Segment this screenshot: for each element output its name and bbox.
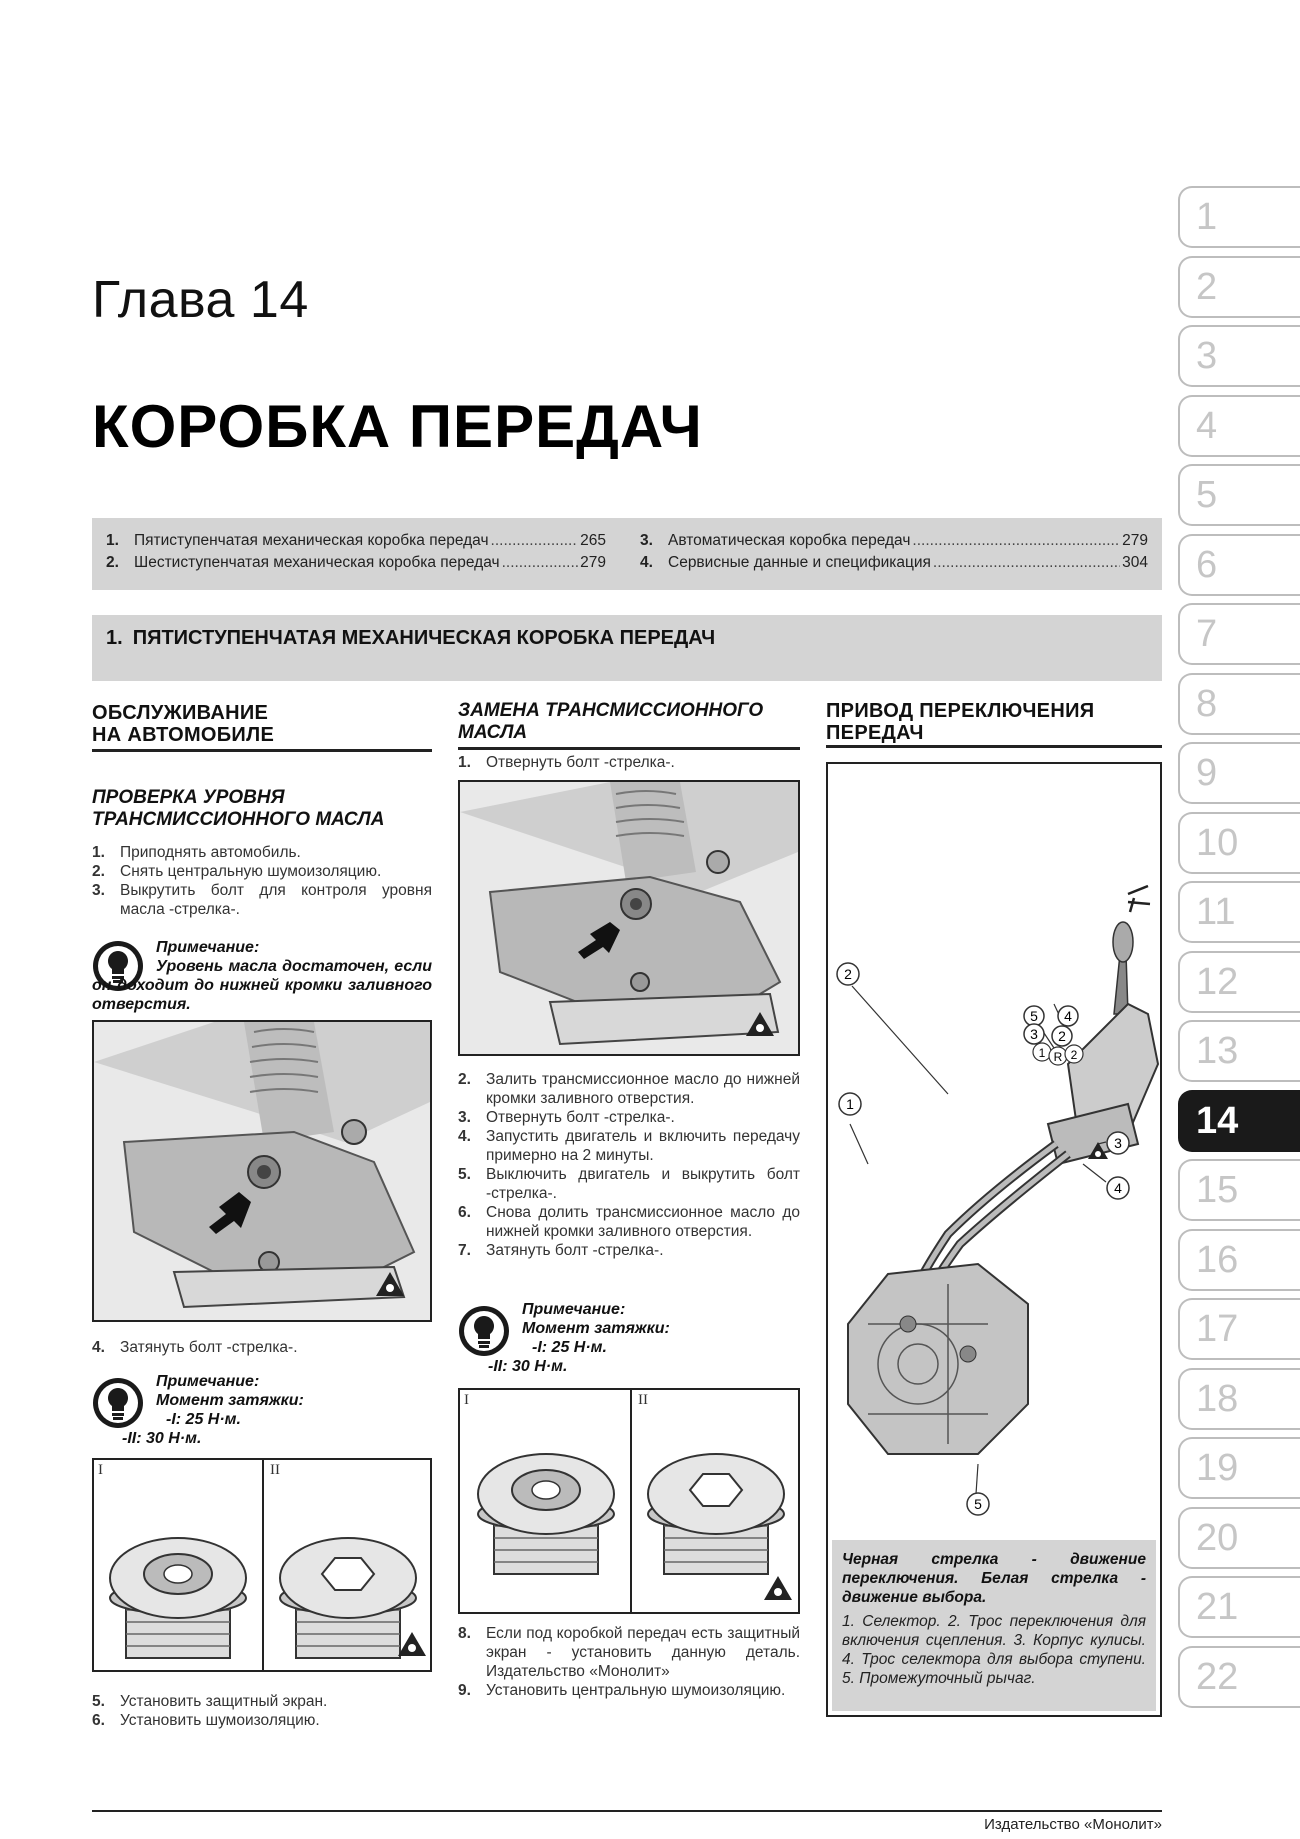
- step-number: 6.: [92, 1712, 105, 1729]
- section-header: [92, 615, 1162, 681]
- step-text: Установить защитный экран.: [120, 1693, 328, 1710]
- list-item: [92, 843, 432, 862]
- callout-label: 4: [1064, 1008, 1072, 1024]
- chapter-tab-4[interactable]: 4: [1178, 395, 1300, 457]
- col3-heading-line: ПРИВОД ПЕРЕКЛЮЧЕНИЯ: [826, 700, 1095, 722]
- transmission-photo-illustration: [460, 782, 798, 1054]
- col1-subheading-line: ТРАНСМИССИОННОГО МАСЛА: [92, 809, 385, 830]
- toc-leader: [912, 530, 1120, 552]
- drain-bolt-photo: [458, 780, 800, 1056]
- chapter-tab-11[interactable]: 11: [1178, 881, 1300, 943]
- callout-label: 1: [846, 1096, 854, 1112]
- list-item: [458, 1203, 800, 1241]
- step-number: 4.: [458, 1128, 471, 1145]
- toc-item-page: 304: [1122, 554, 1148, 571]
- note-line: -I: 25 Н·м.: [166, 1411, 241, 1428]
- toc-leader: [491, 530, 579, 552]
- col2-steps-2: [458, 1070, 800, 1260]
- step-number: 9.: [458, 1682, 471, 1699]
- toc-item-title: Автоматическая коробка передач: [668, 532, 911, 549]
- section-title: [106, 627, 715, 650]
- note-1-text: Уровень масла достаточен, если он доходит до нижней кромки заливного отверстия.: [92, 958, 432, 1013]
- figure-label: II: [638, 1392, 648, 1408]
- col1-heading-line: ОБСЛУЖИВАНИЕ: [92, 702, 269, 724]
- chapter-tab-19[interactable]: 19: [1178, 1437, 1300, 1499]
- list-item: [458, 1127, 800, 1165]
- caption-items-text: 1. Селектор. 2. Трос переключения для включения сцепления. 3. Корпус кулисы. 4. Трос селектора для выбора ступени. 5. Промежуточный рычаг.: [842, 1613, 1146, 1687]
- note-title: Примечание:: [156, 1373, 260, 1390]
- step-number: 5.: [458, 1166, 471, 1183]
- note-subtitle: Момент затяжки:: [522, 1320, 670, 1337]
- diagram-caption: [832, 1540, 1156, 1711]
- section-number: 1.: [106, 627, 123, 649]
- gear-letter: R: [1053, 1050, 1063, 1064]
- bolt-figure: [92, 1458, 432, 1672]
- step-text: Установить шумоизоляцию.: [120, 1712, 320, 1729]
- toc-item-title: Шестиступенчатая механическая коробка передач: [134, 554, 500, 571]
- chapter-tab-13[interactable]: 13: [1178, 1020, 1300, 1082]
- note-line: -I: 25 Н·м.: [532, 1339, 607, 1356]
- list-item: [458, 753, 800, 772]
- step-text: Затянуть болт -стрелка-.: [120, 1339, 298, 1356]
- note-1: [156, 938, 432, 957]
- toc-item[interactable]: [106, 552, 606, 574]
- toc-column-left: [106, 530, 606, 574]
- caption-bold-text: Черная стрелка - движение переключения. Белая стрелка - движение выбора.: [842, 1551, 1146, 1606]
- transmission-photo-illustration: [94, 1022, 430, 1320]
- chapter-tab-18[interactable]: 18: [1178, 1368, 1300, 1430]
- chapter-tab-3[interactable]: 3: [1178, 325, 1300, 387]
- oil-level-photo: [92, 1020, 432, 1322]
- toc-item-number: 2.: [106, 554, 119, 571]
- note-line: -II: 30 Н·м.: [122, 1430, 202, 1447]
- step-text: Приподнять автомобиль.: [120, 844, 301, 861]
- list-item: [458, 1165, 800, 1203]
- step-number: 2.: [92, 863, 105, 880]
- col1-steps-1: [92, 843, 432, 919]
- toc-item-page: 265: [580, 532, 606, 549]
- chapter-tab-20[interactable]: 20: [1178, 1507, 1300, 1569]
- step-text: Выкрутить болт для контроля уровня масла -стрелка-.: [120, 882, 432, 918]
- chapter-tab-17[interactable]: 17: [1178, 1298, 1300, 1360]
- step-number: 7.: [458, 1242, 471, 1259]
- step-number: 3.: [458, 1109, 471, 1126]
- footer-rule: [92, 1810, 1162, 1812]
- list-item: [458, 1108, 800, 1127]
- chapter-tab-21[interactable]: 21: [1178, 1576, 1300, 1638]
- chapter-tab-6[interactable]: 6: [1178, 534, 1300, 596]
- figure-label: II: [270, 1462, 280, 1478]
- col2-rule: [458, 747, 800, 750]
- step-number: 1.: [92, 844, 105, 861]
- toc-item-number: 4.: [640, 554, 653, 571]
- toc-item-page: 279: [580, 554, 606, 571]
- step-number: 4.: [92, 1339, 105, 1356]
- lightbulb-icon: [458, 1305, 510, 1357]
- step-text: Запустить двигатель и включить передачу примерно на 2 минуты.: [486, 1128, 800, 1164]
- note-3: [522, 1300, 800, 1357]
- chapter-tab-16[interactable]: 16: [1178, 1229, 1300, 1291]
- callout-label: 3: [1030, 1026, 1038, 1042]
- toc-item-title: Сервисные данные и спецификация: [668, 554, 931, 571]
- step-text: Затянуть болт -стрелка-.: [486, 1242, 664, 1259]
- callout-label: 2: [1058, 1028, 1066, 1044]
- chapter-tab-8[interactable]: 8: [1178, 673, 1300, 735]
- col3-rule: [826, 745, 1162, 748]
- chapter-tab-22[interactable]: 22: [1178, 1646, 1300, 1708]
- col2-steps-3: [458, 1624, 800, 1700]
- list-item: [92, 1711, 432, 1730]
- step-text: Выключить двигатель и выкрутить болт -стрелка-.: [486, 1166, 800, 1202]
- footer-publisher: Издательство «Монолит»: [984, 1816, 1162, 1833]
- gear-letter: 2: [1070, 1048, 1078, 1062]
- step-text: Отвернуть болт -стрелка-.: [486, 1109, 675, 1126]
- toc-item-title: Пятиступенчатая механическая коробка передач: [134, 532, 489, 549]
- gearshift-illustration: [828, 764, 1160, 1536]
- toc-item-number: 1.: [106, 532, 119, 549]
- col1-subheading-line: ПРОВЕРКА УРОВНЯ: [92, 787, 285, 808]
- step-number: 8.: [458, 1625, 471, 1642]
- list-item: [458, 1070, 800, 1108]
- list-item: [92, 1692, 432, 1711]
- toc-column-right: [640, 530, 1148, 574]
- bolt-figure: [458, 1388, 800, 1614]
- step-number: 5.: [92, 1693, 105, 1710]
- step-text: Отвернуть болт -стрелка-.: [486, 754, 675, 771]
- step-number: 2.: [458, 1071, 471, 1088]
- col2-heading-line: ЗАМЕНА ТРАНСМИССИОННОГО: [458, 700, 764, 721]
- chapter-tabs: [1178, 186, 1300, 1715]
- toc-leader: [502, 552, 579, 574]
- list-item: [458, 1241, 800, 1260]
- step-text: Залить трансмиссионное масло до нижней кромки заливного отверстия.: [486, 1071, 800, 1107]
- col1-steps-3: [92, 1692, 432, 1730]
- step-text: Снова долить трансмиссионное масло до нижней кромки заливного отверстия.: [486, 1204, 800, 1240]
- chapter-tab-12[interactable]: 12: [1178, 951, 1300, 1013]
- list-item: [458, 1681, 800, 1700]
- callout-label: 4: [1114, 1180, 1122, 1196]
- step-text: Установить центральную шумоизоляцию.: [486, 1682, 786, 1699]
- col1-subheading: [92, 787, 432, 831]
- toc-item-number: 3.: [640, 532, 653, 549]
- callout-label: 3: [1114, 1135, 1122, 1151]
- callout-label: 2: [844, 966, 852, 982]
- list-item: [92, 881, 432, 919]
- gearshift-diagram: [826, 762, 1162, 1717]
- toc-leader: [933, 552, 1120, 574]
- chapter-label: Глава 14: [92, 271, 309, 329]
- chapter-tab-5[interactable]: 5: [1178, 464, 1300, 526]
- col1-steps-2: [92, 1338, 432, 1357]
- note-title: Примечание:: [522, 1301, 626, 1318]
- chapter-tab-14[interactable]: 14: [1178, 1090, 1300, 1152]
- list-item: [458, 1624, 800, 1681]
- step-number: 3.: [92, 882, 105, 899]
- bolt-illustration: [94, 1460, 430, 1670]
- lightbulb-icon: [92, 1377, 144, 1429]
- col2-steps-1: [458, 753, 800, 772]
- list-item: [92, 862, 432, 881]
- toc-item[interactable]: [640, 552, 1148, 574]
- callout-label: 5: [1030, 1008, 1038, 1024]
- chapter-tab-15[interactable]: 15: [1178, 1159, 1300, 1221]
- step-text: Снять центральную шумоизоляцию.: [120, 863, 382, 880]
- col2-heading-line: МАСЛА: [458, 722, 528, 743]
- toc-item[interactable]: [640, 530, 1148, 552]
- table-of-contents: [92, 518, 1162, 590]
- col1-heading-line: НА АВТОМОБИЛЕ: [92, 724, 275, 746]
- chapter-tab-7[interactable]: 7: [1178, 603, 1300, 665]
- step-number: 1.: [458, 754, 471, 771]
- col1-heading: [92, 702, 432, 746]
- section-title-text: ПЯТИСТУПЕНЧАТАЯ МЕХАНИЧЕСКАЯ КОРОБКА ПЕРЕДАЧ: [132, 627, 716, 649]
- figure-label: I: [464, 1392, 469, 1408]
- toc-item[interactable]: [106, 530, 606, 552]
- col3-heading: [826, 700, 1162, 744]
- chapter-tab-9[interactable]: 9: [1178, 742, 1300, 804]
- figure-label: I: [98, 1462, 103, 1478]
- note-2: [156, 1372, 432, 1429]
- step-text: Если под коробкой передач есть защитный экран - установить данную деталь. Издательство «Монолит»: [486, 1625, 800, 1680]
- col2-heading: [458, 700, 800, 744]
- gear-letter: 1: [1038, 1046, 1046, 1060]
- chapter-title: КОРОБКА ПЕРЕДАЧ: [92, 393, 703, 460]
- list-item: [92, 1338, 432, 1357]
- bolt-illustration: [460, 1390, 798, 1612]
- col3-heading-line: ПЕРЕДАЧ: [826, 722, 924, 744]
- note-line: -II: 30 Н·м.: [488, 1358, 568, 1375]
- callout-label: 5: [974, 1496, 982, 1512]
- chapter-tab-1[interactable]: 1: [1178, 186, 1300, 248]
- chapter-tab-10[interactable]: 10: [1178, 812, 1300, 874]
- note-title: Примечание:: [156, 939, 260, 956]
- chapter-tab-2[interactable]: 2: [1178, 256, 1300, 318]
- note-subtitle: Момент затяжки:: [156, 1392, 304, 1409]
- col1-rule: [92, 749, 432, 752]
- toc-item-page: 279: [1122, 532, 1148, 549]
- step-number: 6.: [458, 1204, 471, 1221]
